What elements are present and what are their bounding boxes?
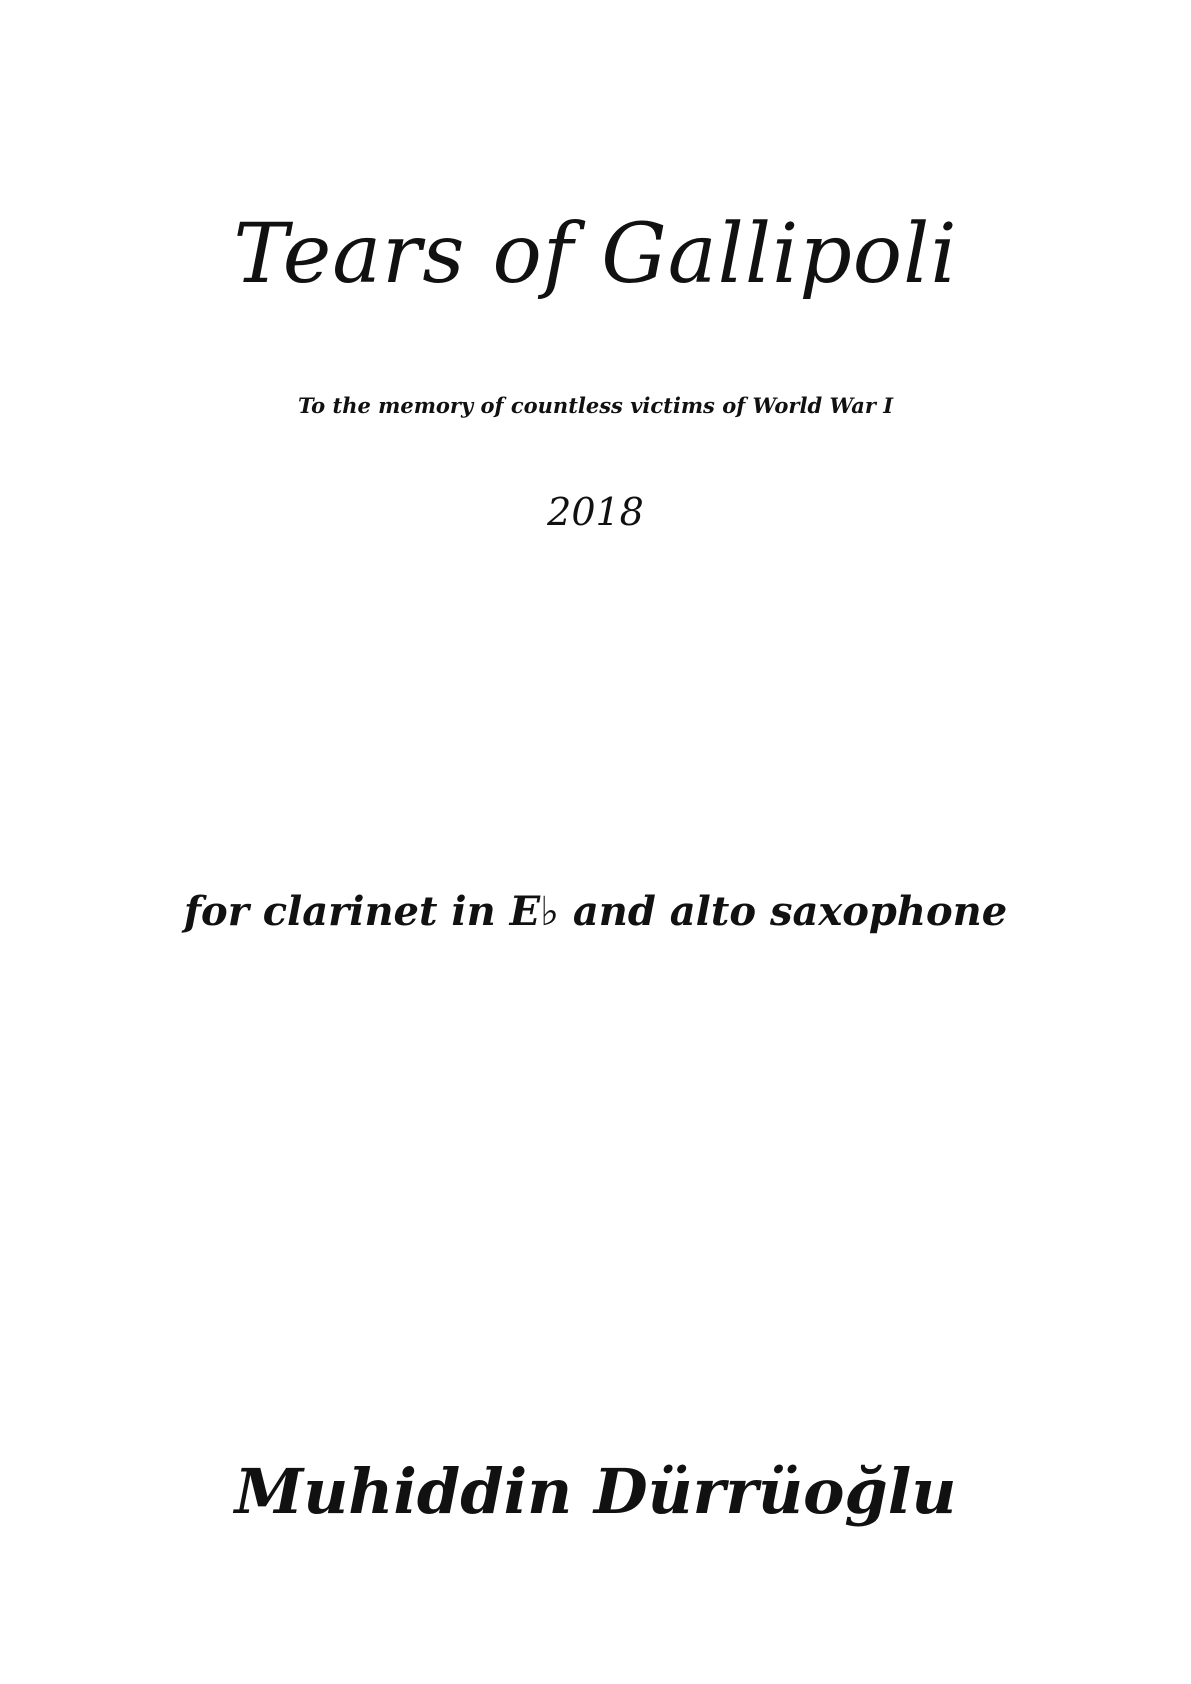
composer-name: Muhiddin Dürrüoğlu [234,1455,957,1528]
dedication-text: To the memory of countless victims of World War I [297,393,894,418]
page-title: Tears of Gallipoli [233,207,958,302]
composition-year: 2018 [547,490,644,534]
instrumentation-text: for clarinet in E♭ and alto saxophone [183,888,1008,935]
